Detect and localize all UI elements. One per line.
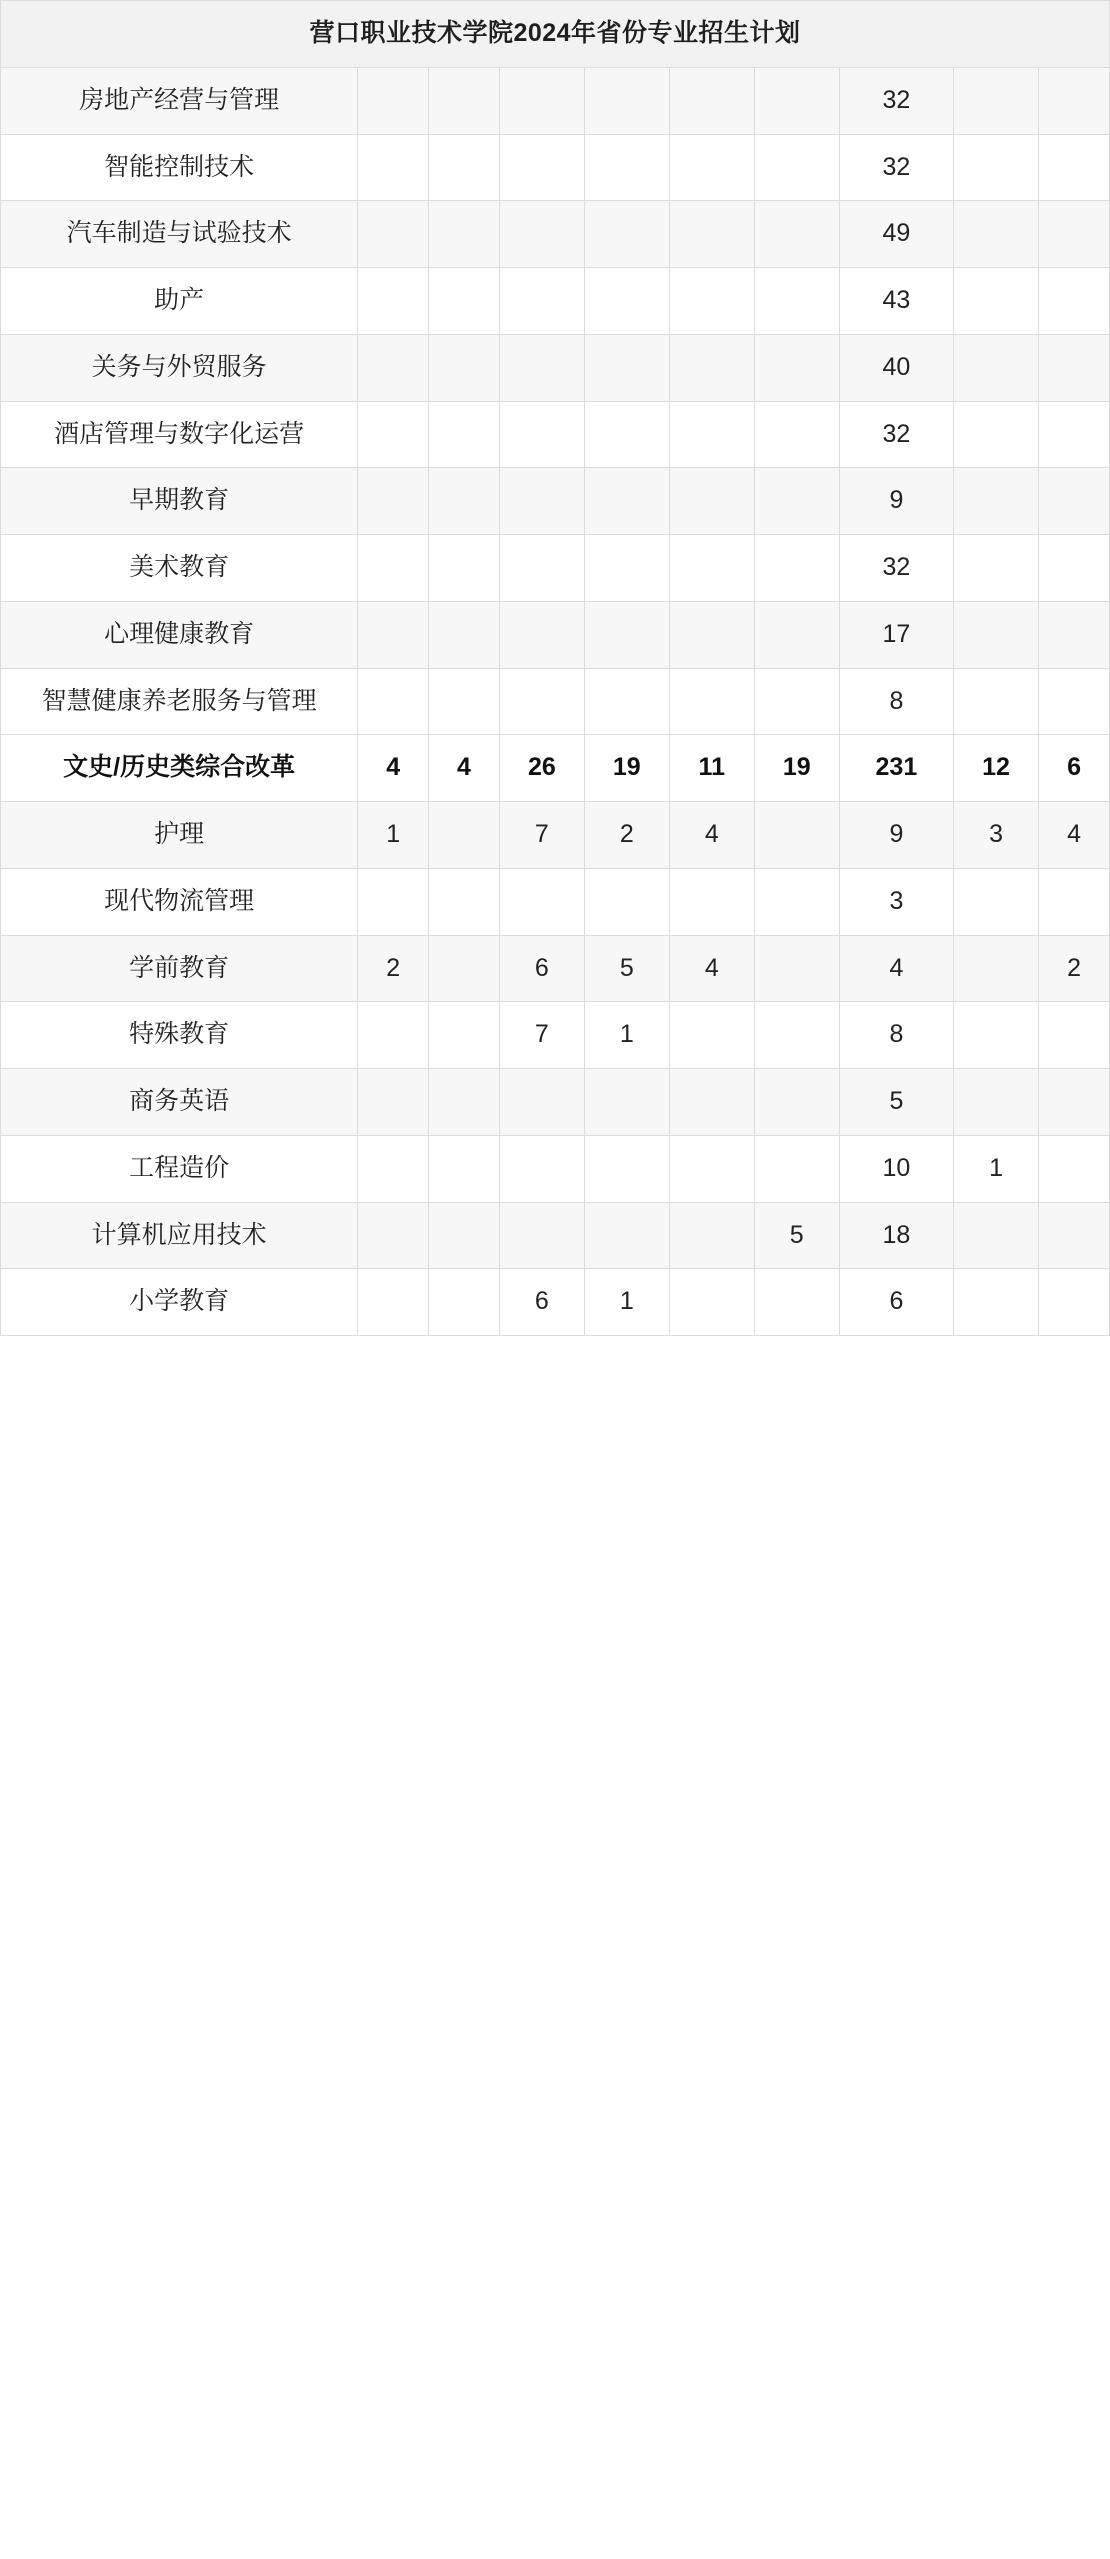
plan-empty-cell	[1039, 668, 1110, 735]
plan-empty-cell	[584, 668, 669, 735]
table-row	[1, 134, 1110, 201]
plan-count-cell: 19	[584, 735, 669, 802]
plan-empty-cell	[499, 1135, 584, 1202]
plan-empty-cell	[954, 601, 1039, 668]
major-name-cell: 小学教育	[1, 1269, 358, 1336]
plan-empty-cell	[429, 67, 500, 134]
plan-empty-cell	[584, 468, 669, 535]
plan-empty-cell	[429, 268, 500, 335]
plan-empty-cell	[358, 268, 429, 335]
plan-count-cell: 43	[839, 268, 953, 335]
plan-empty-cell	[954, 134, 1039, 201]
table-row	[1, 1269, 1110, 1336]
table-row	[1, 535, 1110, 602]
plan-empty-cell	[429, 134, 500, 201]
plan-empty-cell	[499, 134, 584, 201]
table-row	[1, 601, 1110, 668]
plan-count-cell: 1	[358, 802, 429, 869]
plan-count-cell: 7	[499, 802, 584, 869]
plan-empty-cell	[358, 1269, 429, 1336]
plan-empty-cell	[1039, 1002, 1110, 1069]
plan-empty-cell	[429, 401, 500, 468]
plan-count-cell: 3	[839, 868, 953, 935]
plan-empty-cell	[584, 401, 669, 468]
plan-empty-cell	[954, 67, 1039, 134]
plan-empty-cell	[669, 401, 754, 468]
plan-empty-cell	[584, 67, 669, 134]
plan-empty-cell	[1039, 1269, 1110, 1336]
table-row	[1, 268, 1110, 335]
plan-empty-cell	[754, 601, 839, 668]
plan-count-cell: 49	[839, 201, 953, 268]
table-row	[1, 1135, 1110, 1202]
plan-empty-cell	[754, 535, 839, 602]
plan-empty-cell	[584, 601, 669, 668]
plan-empty-cell	[499, 535, 584, 602]
plan-empty-cell	[754, 935, 839, 1002]
plan-empty-cell	[584, 868, 669, 935]
plan-empty-cell	[429, 468, 500, 535]
plan-empty-cell	[954, 334, 1039, 401]
plan-count-cell: 4	[839, 935, 953, 1002]
plan-empty-cell	[954, 201, 1039, 268]
plan-count-cell: 8	[839, 1002, 953, 1069]
plan-empty-cell	[669, 468, 754, 535]
plan-count-cell: 32	[839, 535, 953, 602]
plan-empty-cell	[499, 268, 584, 335]
plan-empty-cell	[754, 67, 839, 134]
plan-empty-cell	[954, 935, 1039, 1002]
plan-empty-cell	[669, 1135, 754, 1202]
major-name-cell: 智能控制技术	[1, 134, 358, 201]
major-name-cell: 智慧健康养老服务与管理	[1, 668, 358, 735]
table-row	[1, 1069, 1110, 1136]
plan-empty-cell	[429, 1069, 500, 1136]
plan-empty-cell	[669, 134, 754, 201]
plan-empty-cell	[669, 334, 754, 401]
plan-empty-cell	[429, 334, 500, 401]
plan-count-cell: 32	[839, 134, 953, 201]
table-row	[1, 668, 1110, 735]
plan-empty-cell	[669, 268, 754, 335]
plan-count-cell: 18	[839, 1202, 953, 1269]
table-body	[1, 67, 1110, 1335]
plan-count-cell: 32	[839, 401, 953, 468]
plan-count-cell: 5	[754, 1202, 839, 1269]
plan-empty-cell	[669, 67, 754, 134]
plan-empty-cell	[669, 868, 754, 935]
plan-empty-cell	[429, 1269, 500, 1336]
plan-empty-cell	[584, 201, 669, 268]
plan-empty-cell	[954, 401, 1039, 468]
plan-empty-cell	[429, 201, 500, 268]
plan-empty-cell	[754, 268, 839, 335]
plan-empty-cell	[754, 868, 839, 935]
plan-empty-cell	[954, 1002, 1039, 1069]
plan-count-cell: 19	[754, 735, 839, 802]
plan-empty-cell	[669, 1069, 754, 1136]
plan-empty-cell	[754, 1135, 839, 1202]
plan-empty-cell	[358, 868, 429, 935]
plan-empty-cell	[499, 868, 584, 935]
plan-empty-cell	[754, 201, 839, 268]
table-row	[1, 1202, 1110, 1269]
plan-empty-cell	[1039, 601, 1110, 668]
table-row	[1, 735, 1110, 802]
plan-count-cell: 40	[839, 334, 953, 401]
plan-empty-cell	[1039, 268, 1110, 335]
plan-empty-cell	[358, 1202, 429, 1269]
plan-count-cell: 6	[499, 1269, 584, 1336]
plan-empty-cell	[584, 1069, 669, 1136]
plan-empty-cell	[954, 868, 1039, 935]
plan-count-cell: 11	[669, 735, 754, 802]
plan-empty-cell	[358, 134, 429, 201]
plan-empty-cell	[954, 1202, 1039, 1269]
plan-empty-cell	[358, 1135, 429, 1202]
plan-count-cell: 8	[839, 668, 953, 735]
plan-count-cell: 2	[584, 802, 669, 869]
plan-empty-cell	[358, 201, 429, 268]
major-name-cell: 现代物流管理	[1, 868, 358, 935]
plan-empty-cell	[669, 1269, 754, 1336]
plan-count-cell: 6	[839, 1269, 953, 1336]
plan-count-cell: 17	[839, 601, 953, 668]
plan-count-cell: 2	[1039, 935, 1110, 1002]
plan-empty-cell	[1039, 468, 1110, 535]
plan-empty-cell	[584, 535, 669, 602]
plan-empty-cell	[754, 334, 839, 401]
major-name-cell: 汽车制造与试验技术	[1, 201, 358, 268]
table-row	[1, 1002, 1110, 1069]
plan-empty-cell	[584, 268, 669, 335]
major-name-cell: 学前教育	[1, 935, 358, 1002]
table-row	[1, 401, 1110, 468]
plan-empty-cell	[954, 1069, 1039, 1136]
table-header	[1, 1, 1110, 68]
plan-empty-cell	[358, 334, 429, 401]
major-name-cell: 美术教育	[1, 535, 358, 602]
plan-empty-cell	[429, 601, 500, 668]
plan-count-cell: 4	[358, 735, 429, 802]
plan-empty-cell	[1039, 1135, 1110, 1202]
plan-empty-cell	[499, 1202, 584, 1269]
major-name-cell: 计算机应用技术	[1, 1202, 358, 1269]
major-name-cell: 特殊教育	[1, 1002, 358, 1069]
major-name-cell: 关务与外贸服务	[1, 334, 358, 401]
plan-empty-cell	[429, 668, 500, 735]
major-name-cell: 心理健康教育	[1, 601, 358, 668]
plan-empty-cell	[954, 268, 1039, 335]
plan-empty-cell	[954, 468, 1039, 535]
table-row	[1, 468, 1110, 535]
plan-empty-cell	[429, 535, 500, 602]
major-name-cell: 房地产经营与管理	[1, 67, 358, 134]
plan-count-cell: 1	[954, 1135, 1039, 1202]
plan-empty-cell	[754, 668, 839, 735]
plan-empty-cell	[1039, 67, 1110, 134]
plan-empty-cell	[358, 67, 429, 134]
plan-empty-cell	[754, 1069, 839, 1136]
plan-empty-cell	[499, 468, 584, 535]
table-row	[1, 67, 1110, 134]
table-row	[1, 935, 1110, 1002]
plan-count-cell: 1	[584, 1269, 669, 1336]
plan-empty-cell	[584, 1135, 669, 1202]
page-title: 营口职业技术学院2024年省份专业招生计划	[1, 1, 1110, 68]
major-name-cell: 护理	[1, 802, 358, 869]
plan-empty-cell	[754, 1269, 839, 1336]
plan-empty-cell	[584, 134, 669, 201]
plan-empty-cell	[1039, 334, 1110, 401]
plan-empty-cell	[669, 535, 754, 602]
plan-empty-cell	[1039, 1069, 1110, 1136]
plan-empty-cell	[499, 601, 584, 668]
plan-count-cell: 7	[499, 1002, 584, 1069]
plan-count-cell: 4	[669, 802, 754, 869]
plan-empty-cell	[1039, 201, 1110, 268]
table-title-row	[1, 1, 1110, 68]
plan-empty-cell	[358, 601, 429, 668]
plan-count-cell: 6	[499, 935, 584, 1002]
plan-empty-cell	[1039, 1202, 1110, 1269]
plan-count-cell: 2	[358, 935, 429, 1002]
plan-empty-cell	[669, 201, 754, 268]
plan-empty-cell	[429, 802, 500, 869]
plan-empty-cell	[584, 334, 669, 401]
plan-empty-cell	[358, 468, 429, 535]
plan-empty-cell	[499, 67, 584, 134]
major-name-cell: 文史/历史类综合改革	[1, 735, 358, 802]
plan-empty-cell	[954, 1269, 1039, 1336]
plan-empty-cell	[358, 1002, 429, 1069]
plan-empty-cell	[954, 668, 1039, 735]
plan-empty-cell	[1039, 535, 1110, 602]
plan-empty-cell	[754, 802, 839, 869]
plan-empty-cell	[499, 401, 584, 468]
plan-empty-cell	[358, 668, 429, 735]
plan-empty-cell	[499, 668, 584, 735]
major-name-cell: 助产	[1, 268, 358, 335]
plan-empty-cell	[429, 1002, 500, 1069]
plan-count-cell: 3	[954, 802, 1039, 869]
plan-empty-cell	[499, 1069, 584, 1136]
plan-empty-cell	[669, 668, 754, 735]
plan-empty-cell	[499, 334, 584, 401]
plan-empty-cell	[669, 601, 754, 668]
plan-count-cell: 231	[839, 735, 953, 802]
plan-empty-cell	[754, 1002, 839, 1069]
plan-empty-cell	[754, 134, 839, 201]
plan-count-cell: 12	[954, 735, 1039, 802]
major-name-cell: 商务英语	[1, 1069, 358, 1136]
plan-count-cell: 5	[839, 1069, 953, 1136]
plan-count-cell: 4	[429, 735, 500, 802]
plan-empty-cell	[1039, 134, 1110, 201]
plan-empty-cell	[669, 1202, 754, 1269]
plan-count-cell: 5	[584, 935, 669, 1002]
plan-empty-cell	[954, 535, 1039, 602]
plan-empty-cell	[754, 468, 839, 535]
plan-empty-cell	[669, 1002, 754, 1069]
plan-empty-cell	[429, 1135, 500, 1202]
table-row	[1, 802, 1110, 869]
table-row	[1, 201, 1110, 268]
plan-count-cell: 1	[584, 1002, 669, 1069]
plan-count-cell: 6	[1039, 735, 1110, 802]
plan-empty-cell	[429, 1202, 500, 1269]
plan-empty-cell	[358, 535, 429, 602]
plan-empty-cell	[429, 868, 500, 935]
plan-count-cell: 26	[499, 735, 584, 802]
plan-empty-cell	[1039, 868, 1110, 935]
plan-count-cell: 32	[839, 67, 953, 134]
table-row	[1, 868, 1110, 935]
plan-empty-cell	[429, 935, 500, 1002]
plan-count-cell: 4	[1039, 802, 1110, 869]
plan-empty-cell	[1039, 401, 1110, 468]
plan-empty-cell	[499, 201, 584, 268]
plan-count-cell: 4	[669, 935, 754, 1002]
plan-empty-cell	[358, 1069, 429, 1136]
major-name-cell: 酒店管理与数字化运营	[1, 401, 358, 468]
major-name-cell: 工程造价	[1, 1135, 358, 1202]
plan-empty-cell	[584, 1202, 669, 1269]
plan-count-cell: 10	[839, 1135, 953, 1202]
plan-count-cell: 9	[839, 468, 953, 535]
major-name-cell: 早期教育	[1, 468, 358, 535]
plan-count-cell: 9	[839, 802, 953, 869]
plan-empty-cell	[358, 401, 429, 468]
plan-empty-cell	[754, 401, 839, 468]
table-row	[1, 334, 1110, 401]
